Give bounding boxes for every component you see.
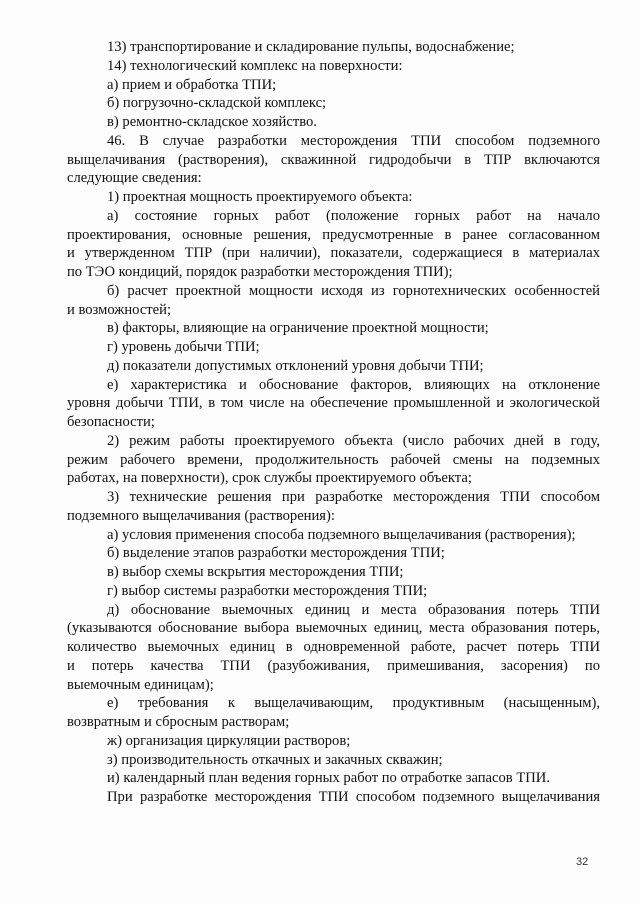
text-line: проектирования, основные решения, предусмотренные в ранее согласованном	[67, 226, 600, 243]
paragraph-46-2	[67, 432, 600, 488]
paragraph-46-1	[67, 188, 600, 207]
text-line: выщелачивания (растворения), скважинной гидродобычи в ТПР включаются	[67, 151, 600, 168]
paragraph-46-1d	[67, 338, 600, 357]
paragraph-46-1e	[67, 357, 600, 376]
page-number: 32	[576, 856, 589, 868]
text-line: (указываются обоснование выбора выемочных единиц, места образования потерь,	[67, 620, 600, 637]
text-line: в) ремонтно-складское хозяйство.	[107, 114, 317, 130]
text-line: в) факторы, влияющие на ограничение проектной мощности;	[107, 320, 489, 337]
text-line: При разработке месторождения ТПИ способом подземного выщелачивания	[107, 789, 600, 805]
paragraph-46-1a	[67, 207, 600, 282]
text-line: а) состояние горных работ (положение горных работ на начало	[107, 207, 600, 224]
text-line: возвратным и сбросным растворам;	[67, 714, 290, 730]
paragraph-46-1b	[67, 282, 600, 320]
text-line: безопасности;	[67, 414, 155, 430]
paragraph-continuation	[67, 788, 600, 807]
text-line: 46. В случае разработки месторождения ТПИ способом подземного	[107, 132, 600, 149]
document-body	[67, 38, 600, 807]
text-line: 1) проектная мощность проектируемого объекта:	[107, 189, 413, 205]
paragraph-46-3g	[67, 732, 600, 751]
paragraph-14b	[67, 94, 600, 113]
paragraph-46-3a	[67, 526, 600, 545]
text-line: б) погрузочно-складской комплекс;	[107, 95, 327, 112]
text-line: б) расчет проектной мощности исходя из горнотехнических особенностей	[107, 282, 600, 299]
paragraph-46-1f	[67, 376, 600, 432]
paragraph-46-3h	[67, 751, 600, 770]
text-line: е) характеристика и обоснование факторов, влияющих на отклонение	[107, 376, 600, 393]
text-line: в) выбор схемы вскрытия месторождения ТПИ;	[107, 564, 404, 580]
text-line: е) требования к выщелачивающим, продуктивным (насыщенным),	[107, 695, 600, 712]
text-line: г) уровень добычи ТПИ;	[107, 339, 260, 355]
text-line: 3) технические решения при разработке месторождения ТПИ способом	[107, 489, 600, 505]
text-line: и возможностей;	[67, 301, 172, 318]
text-line: з) производительность откачных и закачных скважин;	[107, 751, 443, 768]
text-line: 14) технологический комплекс на поверхности:	[107, 57, 403, 74]
paragraph-46-3c	[67, 563, 600, 582]
paragraph-46-3f	[67, 694, 600, 732]
text-line: б) выделение этапов разработки месторождения ТПИ;	[107, 545, 445, 562]
text-line: режим рабочего времени, продолжительность рабочей смены на подземных	[67, 451, 600, 468]
paragraph-46-1c	[67, 319, 600, 338]
paragraph-14	[67, 57, 600, 76]
text-line: а) условия применения способа подземного выщелачивания (растворения);	[107, 526, 576, 543]
paragraph-46-3b	[67, 544, 600, 563]
paragraph-46-3	[67, 488, 600, 526]
text-line: количество выемочных единиц в одновременной работе, расчет потерь ТПИ	[67, 639, 600, 655]
text-line: а) прием и обработка ТПИ;	[107, 76, 277, 93]
text-line: г) выбор системы разработки месторождения ТПИ;	[107, 582, 428, 599]
paragraph-46	[67, 132, 600, 188]
text-line: 2) режим работы проектируемого объекта (число рабочих дней в году,	[107, 432, 600, 449]
paragraph-14a	[67, 76, 600, 95]
paragraph-46-3d	[67, 582, 600, 601]
text-line: и) календарный план ведения горных работ по отработке запасов ТПИ.	[107, 770, 550, 787]
paragraph-46-3e	[67, 601, 600, 695]
paragraph-46-3i	[67, 769, 600, 788]
text-line: ж) организация циркуляции растворов;	[107, 732, 351, 749]
text-line: по ТЭО кондиций, порядок разработки месторождения ТПИ);	[67, 264, 453, 280]
text-line: д) показатели допустимых отклонений уровня добычи ТПИ;	[107, 357, 484, 374]
text-line: подземного выщелачивания (растворения):	[67, 507, 335, 524]
text-line: уровня добычи ТПИ, в том числе на обеспечение промышленной и экологической	[67, 395, 600, 412]
text-line: 13) транспортирование и складирование пульпы, водоснабжение;	[107, 39, 515, 55]
text-line: и утвержденном ТПР (при наличии), показатели, содержащиеся в материалах	[67, 245, 600, 262]
paragraph-14c	[67, 113, 600, 132]
text-line: следующие сведения:	[67, 170, 202, 187]
text-line: д) обоснование выемочных единиц и места образования потерь ТПИ	[107, 601, 600, 618]
text-line: работах, на поверхности), срок службы проектируемого объекта;	[67, 470, 472, 487]
text-line: и потерь качества ТПИ (разубоживания, примешивания, засорения) по	[67, 657, 600, 674]
text-line: выемочным единицам);	[67, 676, 214, 693]
paragraph-13	[67, 38, 600, 57]
